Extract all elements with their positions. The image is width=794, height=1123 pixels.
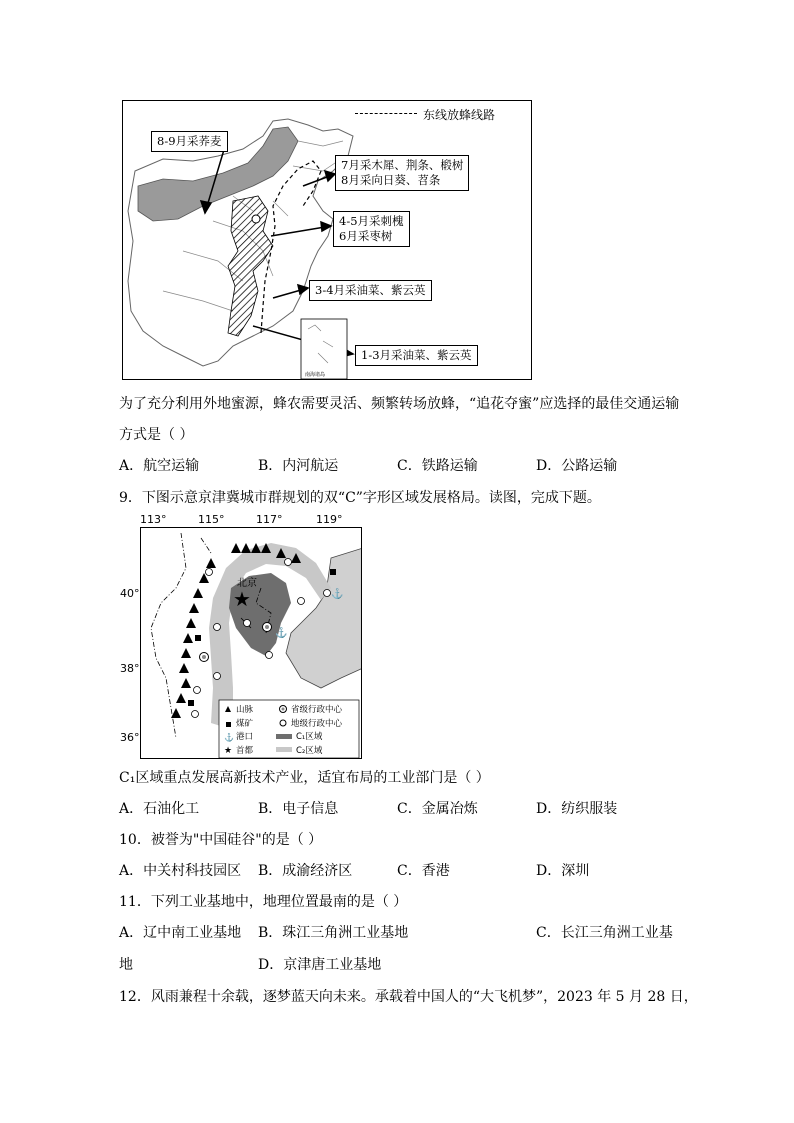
q10-option-c[interactable]: C．香港 (397, 863, 450, 879)
callout-april-june (333, 211, 410, 247)
q9-question: C₁区域重点发展高新技术产业，适宜布局的工业部门是（ ） (119, 770, 490, 786)
china-bee-route-map (122, 100, 532, 380)
q9-intro: 9．下图示意京津冀城市群规划的双“C”字形区域发展格局。读图，完成下题。 (119, 490, 601, 506)
inset-label: 南海诸岛 (305, 372, 326, 378)
callout-line: 4-5月采刺槐 (339, 214, 404, 228)
q10-option-b[interactable]: B．成渝经济区 (258, 863, 353, 879)
q11-option-b[interactable]: B．珠江三角洲工业基地 (258, 925, 409, 941)
legend-provincial: 省级行政中心 (291, 705, 343, 715)
q9-option-b[interactable]: B．电子信息 (258, 801, 339, 817)
callout-march-april: 3-4月采油菜、紫云英 (309, 280, 432, 301)
lat-tick: 38° (120, 662, 140, 675)
legend-dashed-line-icon (355, 113, 417, 114)
legend-mountain: 山脉 (236, 705, 254, 715)
q12-stem: 12．风雨兼程十余载，逐梦蓝天向未来。承载着中国人的“大飞机梦”，2023 年 5 月 28 日， (119, 989, 698, 1005)
lon-tick: 117° (256, 513, 283, 526)
q10-stem: 10．被誉为"中国硅谷"的是（ ） (119, 832, 323, 848)
q8-stem-line2: 方式是（ ） (119, 427, 194, 443)
q10-option-d[interactable]: D．深圳 (536, 863, 590, 879)
jingjinji-map-svg (141, 528, 362, 759)
lat-tick: 36° (120, 731, 140, 744)
legend-prefecture: 地级行政中心 (291, 719, 343, 729)
lat-tick: 40° (120, 587, 140, 600)
map-legend-label: 东线放蜂线路 (423, 108, 496, 122)
q11-option-a[interactable]: A．辽中南工业基地 (119, 925, 242, 941)
svg-text:⚓: ⚓ (275, 628, 288, 639)
q10-option-a[interactable]: A．中关村科技园区 (119, 863, 242, 879)
callout-line: 6月采枣树 (339, 229, 393, 243)
q11-stem: 11．下列工业基地中，地理位置最南的是（ ） (119, 894, 408, 910)
q9-option-c[interactable]: C．金属冶炼 (397, 801, 478, 817)
q9-option-a[interactable]: A．石油化工 (119, 801, 200, 817)
callout-july-august (335, 155, 469, 191)
callout-buckwheat: 8-9月采荞麦 (151, 131, 228, 152)
q11-option-d[interactable]: D．京津唐工业基地 (258, 957, 382, 973)
lon-tick: 119° (316, 513, 343, 526)
legend-capital: 首都 (236, 746, 254, 756)
q8-option-c[interactable]: C．铁路运输 (397, 458, 478, 474)
svg-text:★: ★ (233, 587, 251, 611)
beijing-label: 北京 (237, 578, 257, 589)
q8-option-a[interactable]: A．航空运输 (119, 458, 200, 474)
q11-option-c-wrap: 地 (119, 957, 133, 973)
legend-c1: C₁区域 (296, 732, 323, 742)
svg-text:★: ★ (224, 746, 233, 756)
q8-option-d[interactable]: D．公路运输 (536, 458, 618, 474)
callout-jan-march: 1-3月采油菜、紫云英 (355, 345, 478, 366)
legend-coal: 煤矿 (236, 719, 254, 729)
lon-tick: 113° (140, 513, 167, 526)
q8-option-b[interactable]: B．内河航运 (258, 458, 339, 474)
q9-option-d[interactable]: D．纺织服装 (536, 801, 618, 817)
legend-c2: C₂区域 (296, 746, 323, 756)
q8-stem-line1: 为了充分利用外地蜜源，蜂农需要灵活、频繁转场放蜂，“追花夺蜜”应选择的最佳交通运输 (119, 396, 680, 412)
lon-tick: 115° (198, 513, 225, 526)
legend-port: 港口 (236, 732, 254, 742)
callout-line: 8月采向日葵、苕条 (341, 173, 441, 187)
svg-text:⚓: ⚓ (331, 589, 344, 600)
jingjinji-map (140, 527, 362, 759)
callout-line: 7月采木犀、荆条、椴树 (341, 158, 464, 172)
svg-text:⚓: ⚓ (224, 733, 234, 742)
q11-option-c[interactable]: C．长江三角洲工业基 (536, 925, 673, 941)
